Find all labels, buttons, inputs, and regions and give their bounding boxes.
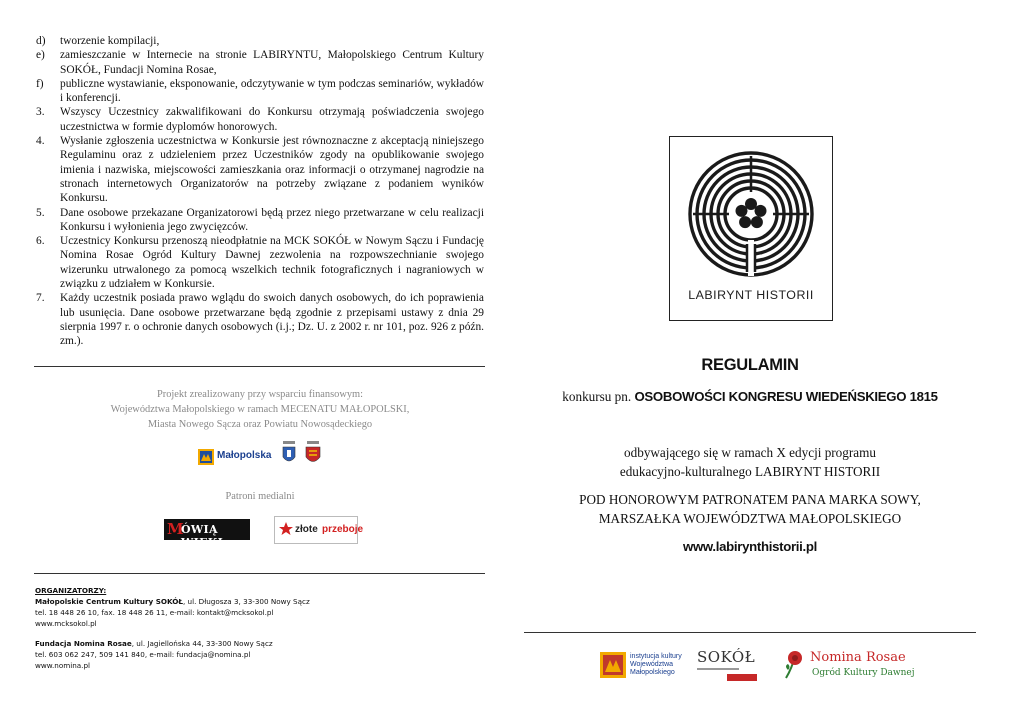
labyrinth-icon bbox=[670, 137, 832, 287]
patronage-text bbox=[522, 490, 978, 528]
list-item bbox=[36, 134, 484, 205]
list-item bbox=[36, 48, 484, 77]
rose-icon bbox=[782, 648, 808, 682]
list-item-text: Dane osobowe przekazane Organizatorowi będą przez niego przetwarzane w celu realizacji Konkursu i wyłonienia jego zwycięzców. bbox=[60, 206, 484, 233]
malopolska-label: Małopolska bbox=[217, 450, 272, 461]
organizers-block bbox=[35, 585, 475, 671]
list-item-text: Wysłanie zgłoszenia uczestnictwa w Konkursie jest równoznaczne z akceptacją niniejszego Regulaminu oraz z udzieleniem przez Uczestników zgody na opublikowanie swojego imienia i nazwiska, miejscowości zamieszkania oraz informacji o otrzymanej nagrodzie na stronach internetowych Organizatorów na potrzeby związane z podaniem wyników Konkursu. bbox=[60, 135, 484, 205]
star-icon bbox=[279, 522, 293, 536]
list-item-marker: 7. bbox=[36, 292, 45, 305]
website-link[interactable]: www.labirynthistorii.pl bbox=[682, 539, 818, 554]
contest-line bbox=[522, 389, 978, 405]
sokol-ribbon-icon bbox=[697, 666, 759, 682]
patron-line-2: MARSZAŁKA WOJEWÓDZTWA MAŁOPOLSKIEGO bbox=[598, 511, 902, 526]
funding-line-1: Projekt zrealizowany przy wsparciu finansowym: bbox=[156, 389, 364, 400]
list-item-marker: d) bbox=[36, 35, 46, 47]
media-patrons-label: Patroni medialni bbox=[225, 491, 295, 502]
inst-line-3: Małopolskiego bbox=[630, 669, 675, 676]
instytucja-kultury-logo bbox=[600, 652, 690, 680]
county-crest-icon bbox=[304, 441, 322, 467]
mowia-m-letter: M bbox=[167, 520, 184, 538]
funding-line-3: Miasta Nowego Sącza oraz Powiatu Nowosądeckiego bbox=[147, 419, 373, 430]
divider-top-left bbox=[34, 366, 485, 367]
powiat-crest bbox=[304, 441, 322, 467]
list-item-text: publiczne wystawianie, eksponowanie, odczytywanie w tym podczas seminariów, wykładów i konferencji. bbox=[60, 77, 484, 105]
list-item-text: Wszyscy Uczestnicy zakwalifikowani do Konkursu otrzymają poświadczenia swojego uczestnictwa w formie dyplomów honorowych. bbox=[60, 106, 484, 133]
nowy-sacz-crest bbox=[281, 441, 297, 467]
org1-www[interactable]: www.mcksokol.pl bbox=[35, 619, 97, 628]
org1-name: Małopolskie Centrum Kultury SOKÓŁ bbox=[35, 597, 183, 606]
org2-www[interactable]: www.nomina.pl bbox=[35, 661, 91, 670]
page-title: REGULAMIN bbox=[701, 356, 799, 374]
org2-contact: tel. 603 062 247, 509 141 840, e-mail: fundacja@nomina.pl bbox=[35, 650, 251, 659]
contest-prefix: konkursu pn. bbox=[562, 389, 635, 404]
list-item-text: Każdy uczestnik posiada prawo wglądu do swoich danych osobowych, do ich poprawienia lub usunięcia. Dane osobowe przetwarzane będą zgodnie z przepisami ustawy z dnia 29 sierpnia 1997 r. o ochronie danych osobowych (i.j.; Dz. U. z 2002 r. nr 101, poz. 926 z późn. zm.). bbox=[60, 292, 484, 348]
edition-text bbox=[522, 443, 978, 481]
list-item-marker: 4. bbox=[36, 135, 45, 148]
list-item-text: Uczestnicy Konkursu przenoszą nieodpłatnie na MCK SOKÓŁ w Nowym Sączu i Fundację Nomina Rosae Ogród Kultury Dawnej zezwolenia na rozpowszechnianie swojego wizerunku utrwalonego za pomocą wszelkich technik fotograficznych i nagraniowych w związku z udziałem w Konkursie. bbox=[60, 235, 484, 291]
list-item-marker: 3. bbox=[36, 106, 45, 119]
list-item bbox=[36, 206, 484, 235]
nomina-rosae-logo bbox=[782, 648, 915, 684]
list-item-text: zamieszczanie w Internecie na stronie LABIRYNTU, Małopolskiego Centrum Kultury SOKÓŁ, Fundacji Nomina Rosae, bbox=[60, 49, 484, 76]
zlote-text: złote bbox=[295, 524, 318, 535]
labirynt-logo-caption: LABIRYNT HISTORII bbox=[688, 288, 814, 302]
list-item-marker: e) bbox=[36, 49, 45, 62]
sokol-text: SOKÓŁ bbox=[697, 648, 756, 666]
contest-name: OSOBOWOŚCI KONGRESU WIEDEŃSKIEGO 1815 bbox=[634, 389, 938, 404]
przeboje-text: przeboje bbox=[322, 524, 364, 535]
city-crest-icon bbox=[281, 441, 297, 467]
list-item bbox=[36, 105, 484, 134]
edition-line-2: edukacyjno-kulturalnego LABIRYNT HISTORII bbox=[619, 464, 881, 479]
funding-note bbox=[36, 387, 484, 432]
regulation-list bbox=[36, 34, 484, 349]
org1-contact: tel. 18 448 26 10, fax. 18 448 26 11, e-mail: kontakt@mcksokol.pl bbox=[35, 608, 274, 617]
patron-line-1: POD HONOROWYM PATRONATEM PANA MARKA SOWY, bbox=[579, 492, 921, 507]
nomina-line-1: Nomina Rosae bbox=[810, 650, 906, 665]
edition-line-1: odbywającego się w ramach X edycji programu bbox=[624, 445, 876, 460]
list-item-marker: 5. bbox=[36, 206, 45, 219]
zlote-przeboje-logo bbox=[274, 516, 364, 544]
divider-right bbox=[524, 632, 976, 633]
inst-line-2: Województwa bbox=[630, 661, 674, 668]
malopolska-logo bbox=[198, 447, 272, 467]
funding-line-2: Województwa Małopolskiego w ramach MECENATU MAŁOPOLSKI, bbox=[110, 404, 410, 415]
list-item bbox=[36, 77, 484, 106]
sokol-logo bbox=[697, 648, 759, 682]
list-item-text: tworzenie kompilacji, bbox=[60, 35, 160, 47]
list-item bbox=[36, 34, 484, 48]
org2-address: , ul. Jagiellońska 44, 33-300 Nowy Sącz bbox=[131, 639, 273, 648]
list-item bbox=[36, 234, 484, 291]
org2-name: Fundacja Nomina Rosae bbox=[35, 639, 132, 648]
list-item bbox=[36, 291, 484, 348]
malopolska-emblem-icon bbox=[198, 449, 214, 465]
mowia-wieki-logo bbox=[164, 519, 250, 549]
org1-address: , ul. Długosza 3, 33-300 Nowy Sącz bbox=[182, 597, 310, 606]
org2-line bbox=[35, 638, 475, 649]
org1-line bbox=[35, 596, 475, 607]
divider-bottom-left bbox=[34, 573, 485, 574]
nomina-line-2: Ogród Kultury Dawnej bbox=[812, 668, 915, 678]
malopolska-emblem-icon bbox=[600, 652, 626, 678]
mowia-wieki-text: ÓWIĄ WIEKI bbox=[181, 523, 224, 549]
list-item-marker: 6. bbox=[36, 235, 45, 248]
inst-line-1: instytucja kultury bbox=[630, 653, 682, 660]
organizers-heading: ORGANIZATORZY: bbox=[35, 586, 107, 595]
list-item-marker: f) bbox=[36, 77, 44, 90]
